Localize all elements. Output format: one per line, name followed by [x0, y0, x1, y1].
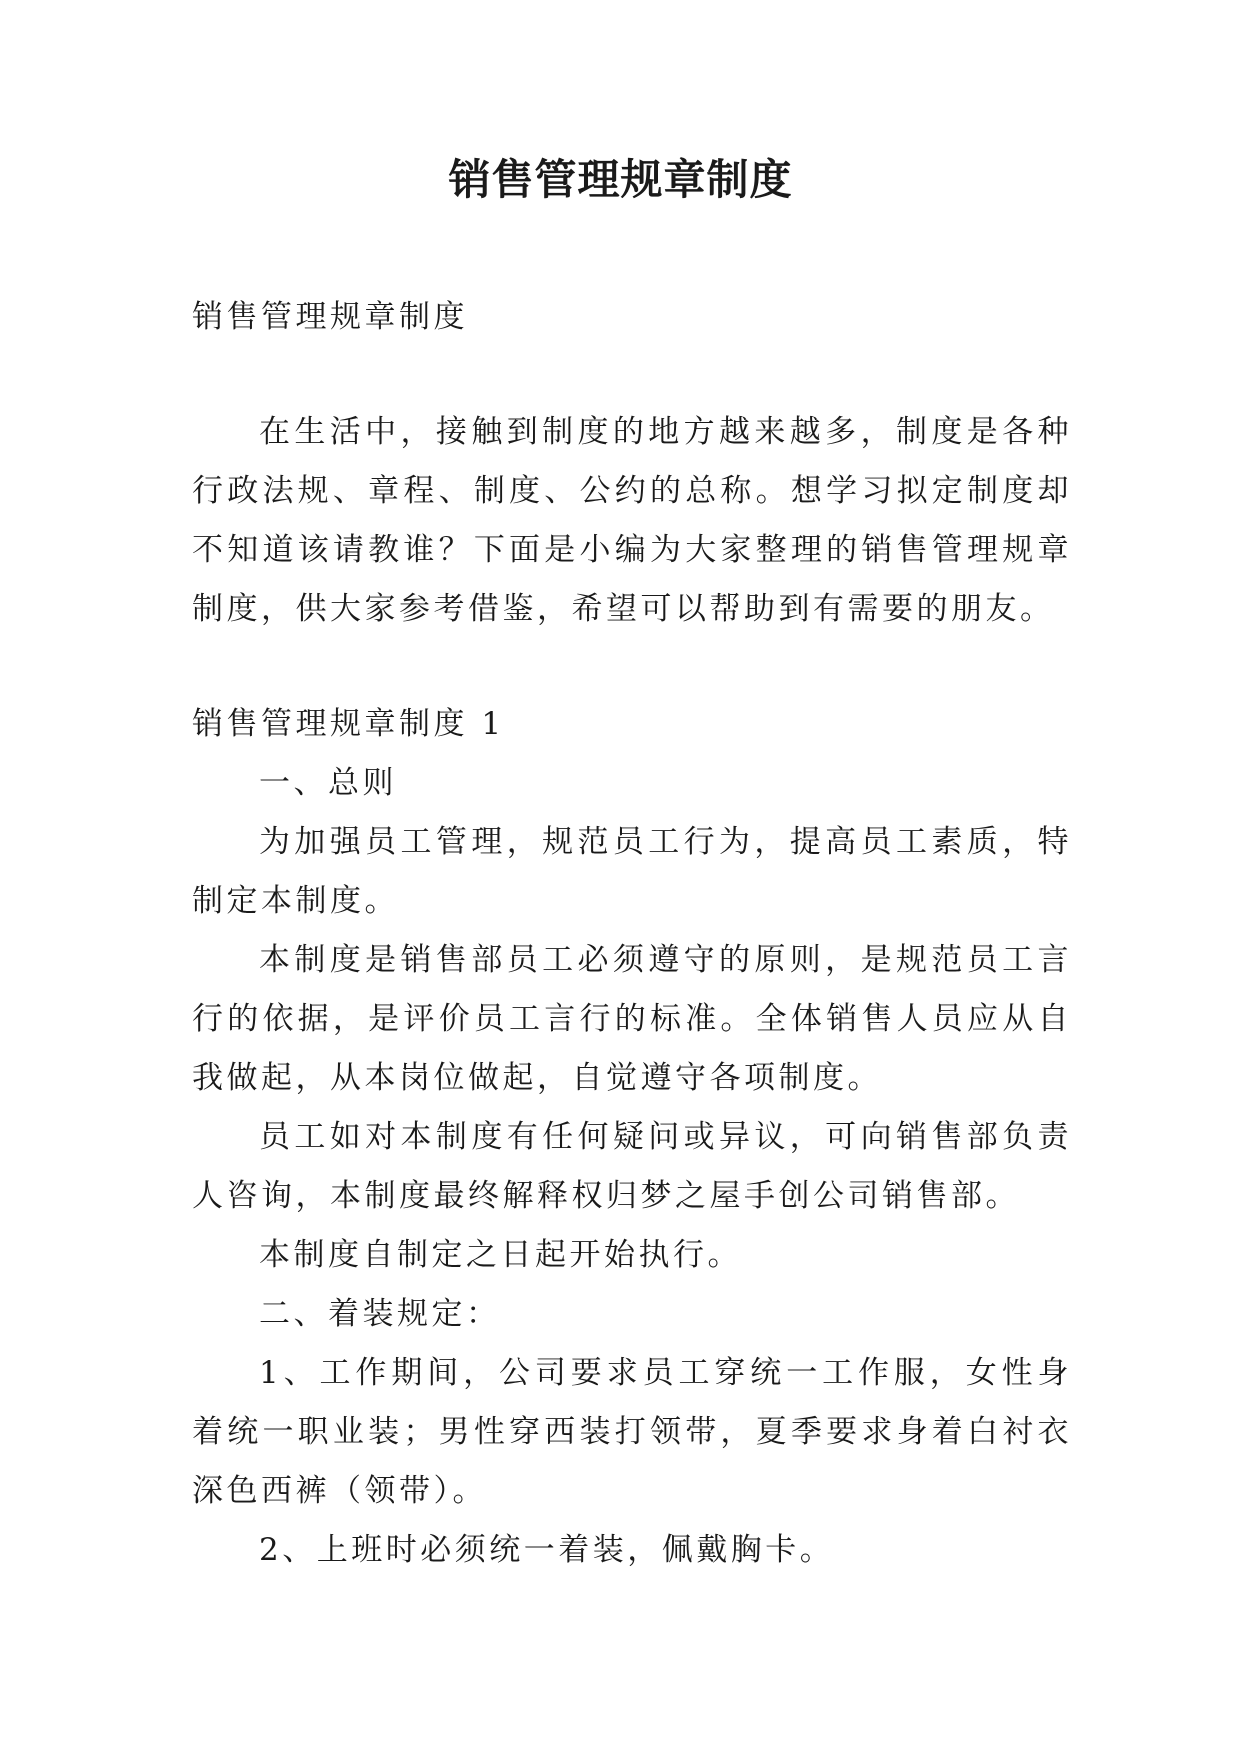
- list-item: 2、上班时必须统一着装，佩戴胸卡。: [259, 1532, 835, 1568]
- section-heading: 销售管理规章制度 1: [192, 706, 505, 742]
- chapter-heading-general: 一、总则: [259, 765, 397, 801]
- body-paragraph: 员工如对本制度有任何疑问或异议，可向销售部负责人咨询，本制度最终解释权归梦之屋手创公司销售部。: [192, 1119, 1072, 1214]
- chapter-heading-dress-code: 二、着装规定：: [259, 1296, 501, 1332]
- subtitle-paragraph: 销售管理规章制度: [192, 299, 468, 335]
- body-paragraph: 为加强员工管理，规范员工行为，提高员工素质，特制定本制度。: [192, 824, 1072, 919]
- body-paragraph: 本制度自制定之日起开始执行。: [259, 1237, 742, 1273]
- list-item: 1、工作期间，公司要求员工穿统一工作服，女性身着统一职业装；男性穿西装打领带，夏季要求身着白衬衣深色西裤（领带）。: [192, 1355, 1072, 1509]
- intro-paragraph: 在生活中，接触到制度的地方越来越多，制度是各种行政法规、章程、制度、公约的总称。想学习拟定制度却不知道该请教谁？下面是小编为大家整理的销售管理规章制度，供大家参考借鉴，希望可以帮助到有需要的朋友。: [192, 414, 1072, 627]
- body-paragraph: 本制度是销售部员工必须遵守的原则，是规范员工言行的依据，是评价员工言行的标准。全体销售人员应从自我做起，从本岗位做起，自觉遵守各项制度。: [192, 942, 1072, 1096]
- document-body: [192, 288, 1072, 1580]
- document-title: 销售管理规章制度: [448, 155, 793, 204]
